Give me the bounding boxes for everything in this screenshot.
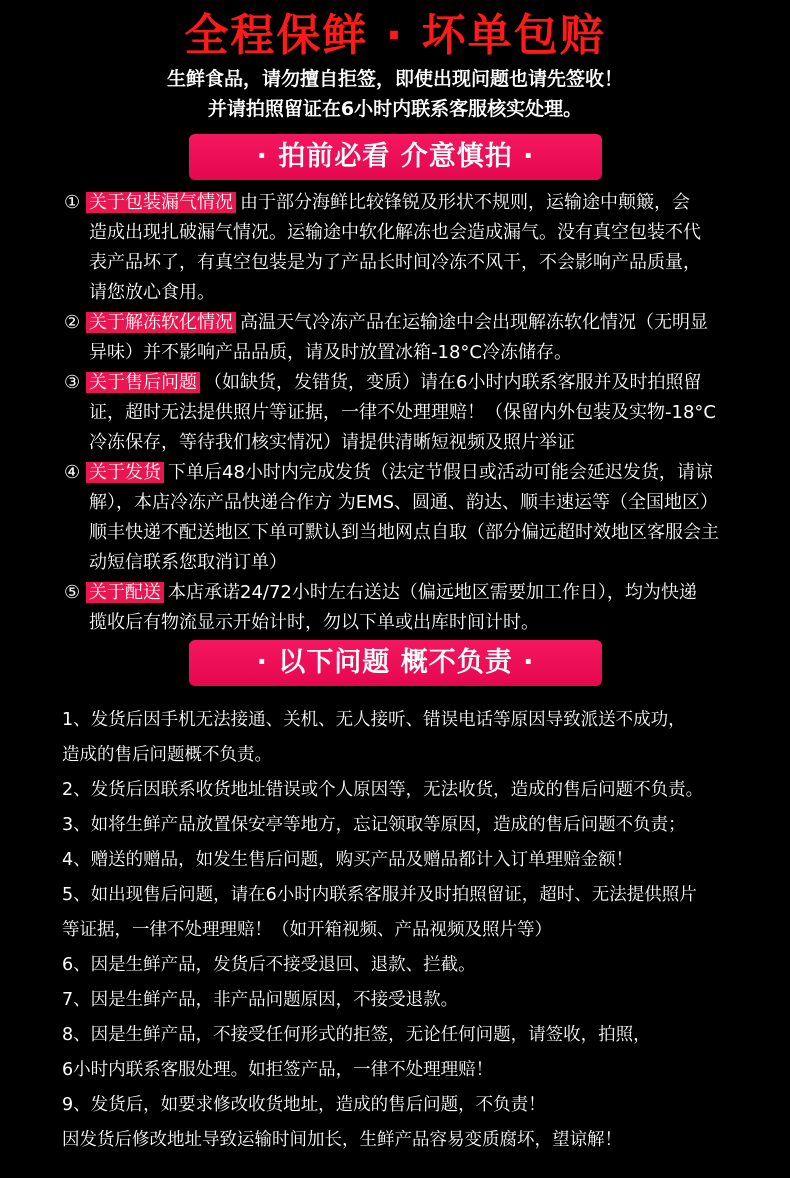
notice-text-line: 解），本店冷冻产品快递合作方 为EMS、圆通、韵达、顺丰速运等（全国地区） <box>89 492 719 513</box>
notice-text-line: 表产品坏了，有真空包装是为了产品长时间冷冻不风干，不会影响产品质量， <box>89 252 701 273</box>
notice-text: 本店承诺24/72小时左右送达（偏远地区需要加工作日），均为快递 <box>168 582 697 603</box>
page-title: 全程保鲜 · 坏单包赔 <box>184 10 606 61</box>
rule-line: 等证据，一律不处理理赔！（如开箱视频、产品视频及照片等） <box>62 920 552 940</box>
notice-text: 下单后48小时内完成发货（法定节假日或活动可能会延迟发货，请谅 <box>168 462 713 483</box>
notice-number: ② <box>64 312 81 333</box>
notice-tag: 关于售后问题 <box>86 372 200 393</box>
notice-text: 高温天气冷冻产品在运输途中会出现解冻软化情况（无明显 <box>240 312 708 333</box>
notice-text-line: 揽收后有物流显示开始计时，勿以下单或出库时间计时。 <box>89 612 539 633</box>
notice-text-line: 冷冻保存，等待我们核实情况）请提供清晰短视频及照片举证 <box>89 432 575 453</box>
rule-line: 5、如出现售后问题，请在6小时内联系客服并及时拍照留证，超时、无法提供照片 <box>62 885 697 905</box>
rule-line: 7、因是生鲜产品，非产品问题原因，不接受退款。 <box>62 990 459 1010</box>
notice-text-line: 动短信联系您取消订单） <box>89 552 287 573</box>
rule-line: 4、赠送的赠品，如发生售后问题，购买产品及赠品都计入订单理赔金额！ <box>62 850 634 870</box>
notice-item <box>64 368 764 458</box>
banner-not-responsible: · 以下问题 概不负责 · <box>189 640 602 686</box>
subtitle-line-1: 生鲜食品，请勿擅自拒签，即使出现问题也请先签收！ <box>166 68 623 90</box>
notice-tag: 关于包装漏气情况 <box>86 192 236 213</box>
notice-item <box>64 578 764 638</box>
notice-tag: 关于配送 <box>86 582 164 603</box>
rule-line: 6、因是生鲜产品，发货后不接受退回、退款、拦截。 <box>62 955 476 975</box>
notice-number: ③ <box>64 372 81 393</box>
rule-line: 9、发货后，如要求修改收货地址，造成的售后问题，不负责！ <box>62 1095 546 1115</box>
rule-line: 6小时内联系客服处理。如拒签产品，一律不处理理赔！ <box>62 1060 494 1080</box>
rule-line: 2、发货后因联系收货地址错误或个人原因等，无法收货，造成的售后问题不负责。 <box>62 780 704 800</box>
notice-item <box>64 308 764 368</box>
notice-first-line <box>64 368 764 398</box>
rule-line: 造成的售后问题概不负责。 <box>62 745 272 765</box>
notice-text-line: 证，超时无法提供照片等证据，一律不处理理赔！（保留内外包装及实物-18°C <box>89 402 716 423</box>
notice-tag: 关于解冻软化情况 <box>86 312 236 333</box>
notice-text: （如缺货，发错货，变质）请在6小时内联系客服并及时拍照留 <box>204 372 702 393</box>
notice-item <box>64 188 764 308</box>
notice-item <box>64 458 764 578</box>
notice-text-line: 造成出现扎破漏气情况。运输途中软化解冻也会造成漏气。没有真空包装不代 <box>89 222 701 243</box>
notice-number: ⑤ <box>64 582 81 603</box>
rule-line: 8、因是生鲜产品，不接受任何形式的拒签，无论任何问题，请签收，拍照， <box>62 1025 651 1045</box>
notice-list <box>64 188 764 638</box>
notice-tag: 关于发货 <box>86 462 164 483</box>
notice-text-line: 请您放心食用。 <box>89 282 215 303</box>
banner-must-read: · 拍前必看 介意慎拍 · <box>189 134 602 180</box>
notice-first-line <box>64 578 764 608</box>
notice-number: ① <box>64 192 81 213</box>
notice-text-line: 顺丰快递不配送地区下单可默认到当地网点自取（部分偏远超时效地区客服会主 <box>89 522 719 543</box>
notice-first-line <box>64 188 764 218</box>
subtitle-line-2: 并请拍照留证在6小时内联系客服核实处理。 <box>207 98 583 120</box>
rule-line: 因发货后修改地址导致运输时间加长，生鲜产品容易变质腐坏，望谅解！ <box>62 1130 622 1150</box>
rule-line: 3、如将生鲜产品放置保安亭等地方，忘记领取等原因，造成的售后问题不负责； <box>62 815 686 835</box>
rule-line: 1、发货后因手机无法接通、关机、无人接听、错误电话等原因导致派送不成功， <box>62 710 686 730</box>
notice-number: ④ <box>64 462 81 483</box>
notice-text-line: 异味）并不影响产品品质，请及时放置冰箱-18°C冷冻储存。 <box>89 342 572 363</box>
notice-first-line <box>64 458 764 488</box>
notice-first-line <box>64 308 764 338</box>
rules-list <box>62 703 772 1158</box>
notice-text: 由于部分海鲜比较锋锐及形状不规则，运输途中颠簸，会 <box>240 192 690 213</box>
